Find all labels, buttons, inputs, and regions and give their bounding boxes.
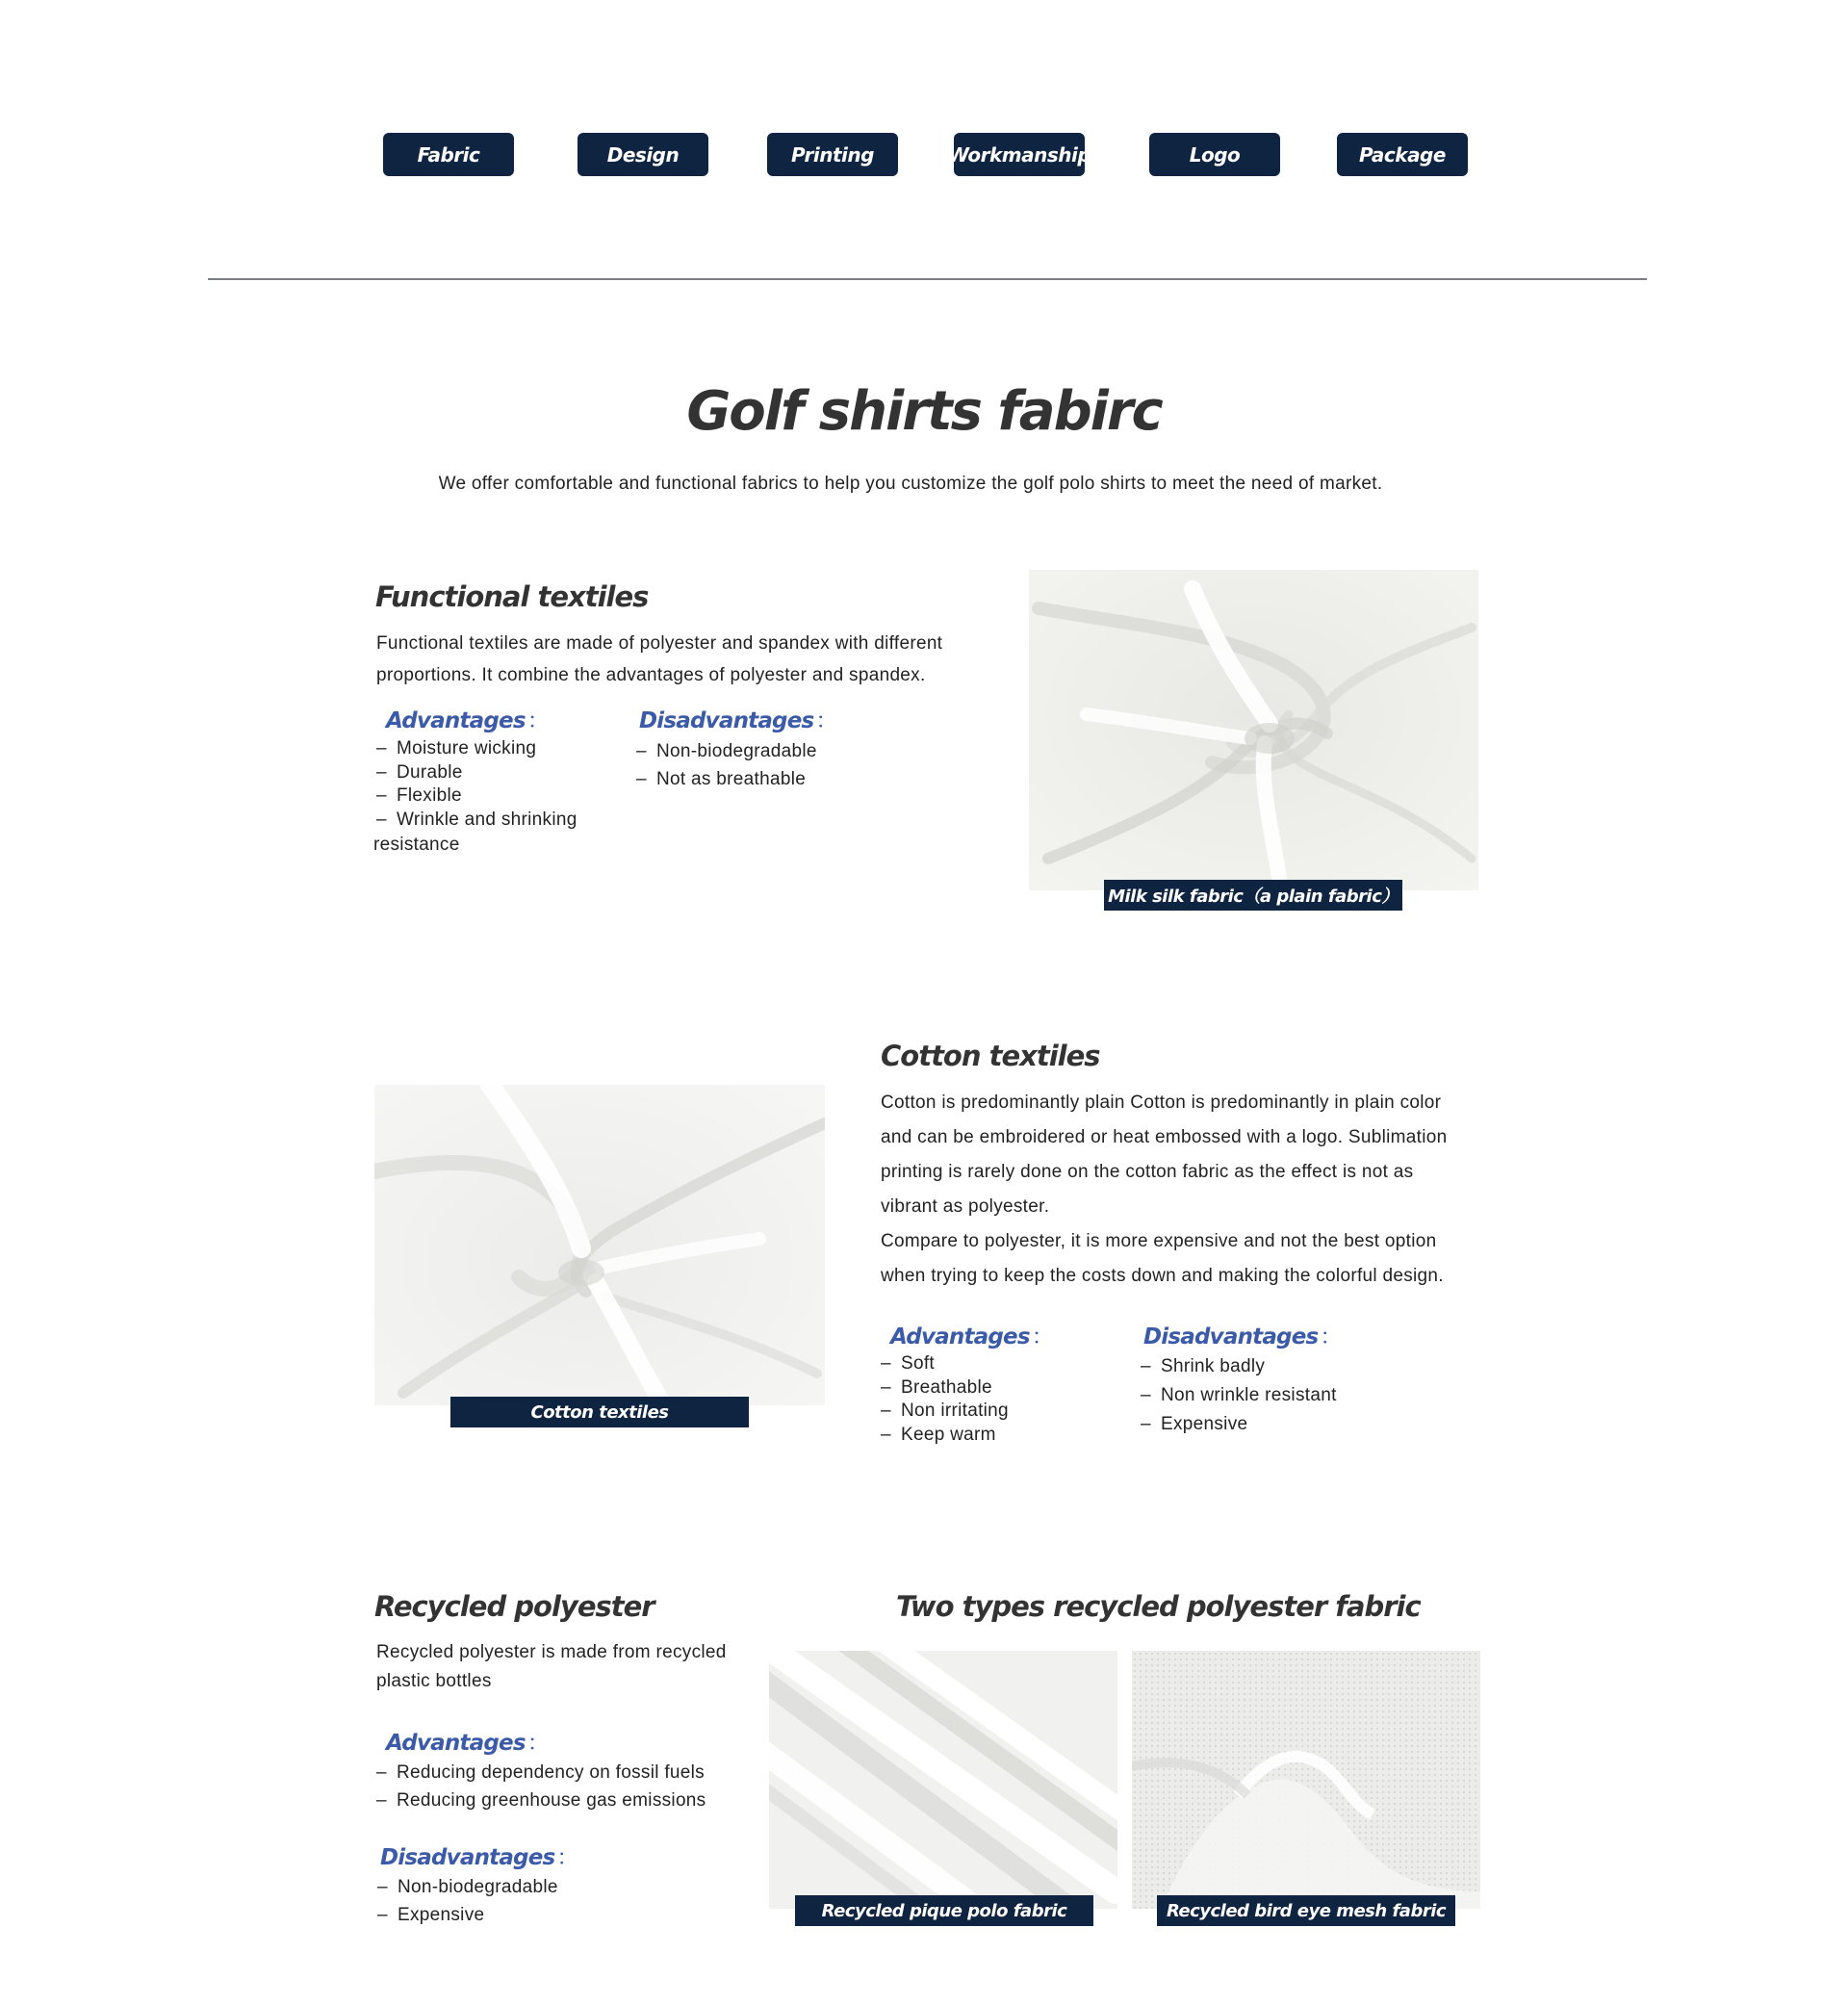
list-marker: – [636, 741, 647, 761]
functional-heading: Functional textiles [375, 580, 649, 613]
tab-package[interactable]: Package [1337, 133, 1468, 176]
cotton-caption: Cotton textiles [450, 1397, 749, 1427]
list-item-wrap: resistance [373, 835, 460, 855]
label-colon: ： [815, 708, 837, 733]
recycled-advantages-list [376, 1759, 706, 1814]
list-marker: – [881, 1424, 891, 1445]
list-marker: – [1141, 1385, 1151, 1405]
recycled-mesh-caption: Recycled bird eye mesh fabric [1157, 1895, 1455, 1926]
list-marker: – [881, 1353, 891, 1374]
tab-fabric[interactable]: Fabric [383, 133, 514, 176]
list-marker: – [881, 1376, 891, 1398]
list-item: – Keep warm [881, 1424, 1009, 1448]
functional-advantages-list [373, 737, 578, 858]
page-title: Golf shirts fabirc [686, 380, 1162, 443]
cotton-disadvantages-list [1141, 1352, 1337, 1439]
recycled-disadvantages-heading [380, 1839, 578, 1871]
tab-workmanship[interactable]: Workmanship [954, 133, 1085, 176]
label-colon: ： [1031, 1324, 1053, 1350]
cotton-description-line: Cotton is predominantly plain Cotton is predominantly in plain color [881, 1092, 1442, 1113]
cotton-description [881, 1086, 1448, 1294]
list-item: – Reducing greenhouse gas emissions [376, 1787, 706, 1814]
mesh-fabric-illustration [1132, 1651, 1480, 1909]
cotton-description-line: Compare to polyester, it is more expensive and not the best option [881, 1231, 1437, 1251]
list-marker: – [376, 809, 387, 830]
list-item: – Not as breathable [636, 765, 817, 793]
list-item: – Wrinkle and shrinking [376, 809, 578, 833]
section-divider [208, 278, 1647, 280]
functional-description-line: proportions. It combine the advantages of polyester and spandex. [376, 665, 926, 685]
recycled-pique-fabric-image [769, 1651, 1117, 1909]
list-marker: – [881, 1401, 891, 1421]
tab-logo[interactable]: Logo [1149, 133, 1280, 176]
recycled-bird-eye-mesh-image [1132, 1651, 1480, 1909]
tab-printing[interactable]: Printing [767, 133, 898, 176]
disadvantages-label: Disadvantages [380, 1845, 555, 1870]
cotton-advantages-heading [890, 1319, 1053, 1350]
cotton-description-line: and can be embroidered or heat embossed with a logo. Sublimation [881, 1127, 1448, 1147]
cotton-advantages-list [881, 1352, 1009, 1447]
recycled-description-line: plastic bottles [376, 1671, 492, 1691]
list-item: – Soft [881, 1352, 1009, 1376]
label-colon: ： [526, 708, 549, 733]
recycled-types-heading: Two types recycled polyester fabric [896, 1590, 1421, 1623]
label-colon: ： [556, 1845, 578, 1870]
disadvantages-label: Disadvantages [639, 708, 814, 733]
cotton-fabric-image [374, 1085, 825, 1405]
recycled-pique-caption: Recycled pique polo fabric [795, 1895, 1093, 1926]
fabric-folds-illustration [769, 1651, 1117, 1909]
fabric-swirl-illustration [1029, 570, 1478, 890]
list-item: – Non-biodegradable [636, 737, 817, 765]
list-item: – Moisture wicking [376, 737, 578, 761]
functional-disadvantages-list [636, 737, 817, 793]
list-item: – Breathable [881, 1376, 1009, 1401]
cotton-disadvantages-heading [1143, 1319, 1342, 1350]
functional-advantages-heading [386, 703, 549, 734]
list-marker: – [1141, 1356, 1151, 1376]
page-subtitle: We offer comfortable and functional fabrics to help you customize the golf polo shirts to meet the need of market. [438, 474, 1383, 494]
list-item: – Reducing dependency on fossil fuels [376, 1759, 706, 1787]
cotton-heading: Cotton textiles [881, 1040, 1100, 1072]
functional-description [376, 628, 942, 691]
milk-silk-fabric-image [1029, 570, 1478, 890]
list-item: – Flexible [376, 784, 578, 809]
list-item: – Non irritating [881, 1400, 1009, 1424]
list-item: – Expensive [377, 1901, 558, 1929]
list-item: – Non wrinkle resistant [1141, 1381, 1337, 1410]
advantages-label: Advantages [890, 1324, 1030, 1350]
list-item: – Non-biodegradable [377, 1873, 558, 1901]
list-marker: – [377, 1877, 388, 1897]
recycled-description [376, 1638, 727, 1696]
list-marker: – [376, 785, 387, 806]
list-marker: – [376, 761, 387, 783]
list-marker: – [636, 769, 647, 789]
list-marker: – [376, 1790, 387, 1811]
functional-disadvantages-heading [639, 703, 837, 734]
label-colon: ： [1320, 1324, 1342, 1350]
list-item: – Expensive [1141, 1410, 1337, 1439]
list-marker: – [376, 1762, 387, 1783]
recycled-advantages-heading [386, 1725, 549, 1757]
advantages-label: Advantages [386, 708, 526, 733]
list-marker: – [376, 738, 387, 758]
advantages-label: Advantages [386, 1731, 526, 1756]
recycled-heading: Recycled polyester [374, 1590, 654, 1623]
label-colon: ： [526, 1731, 549, 1756]
list-item: – Durable [376, 761, 578, 785]
recycled-disadvantages-list [377, 1873, 558, 1929]
milk-silk-caption: Milk silk fabric（a plain fabric） [1104, 880, 1402, 911]
recycled-description-line: Recycled polyester is made from recycled [376, 1642, 727, 1662]
functional-description-line: Functional textiles are made of polyester and spandex with different [376, 633, 943, 654]
fabric-swirl-illustration [374, 1085, 825, 1405]
list-marker: – [377, 1905, 388, 1925]
cotton-description-line: printing is rarely done on the cotton fabric as the effect is not as [881, 1162, 1414, 1182]
cotton-description-line: vibrant as polyester. [881, 1196, 1050, 1217]
disadvantages-label: Disadvantages [1143, 1324, 1319, 1350]
list-marker: – [1141, 1414, 1151, 1434]
tab-design[interactable]: Design [578, 133, 708, 176]
cotton-description-line: when trying to keep the costs down and making the colorful design. [881, 1266, 1444, 1286]
list-item: – Shrink badly [1141, 1352, 1337, 1381]
